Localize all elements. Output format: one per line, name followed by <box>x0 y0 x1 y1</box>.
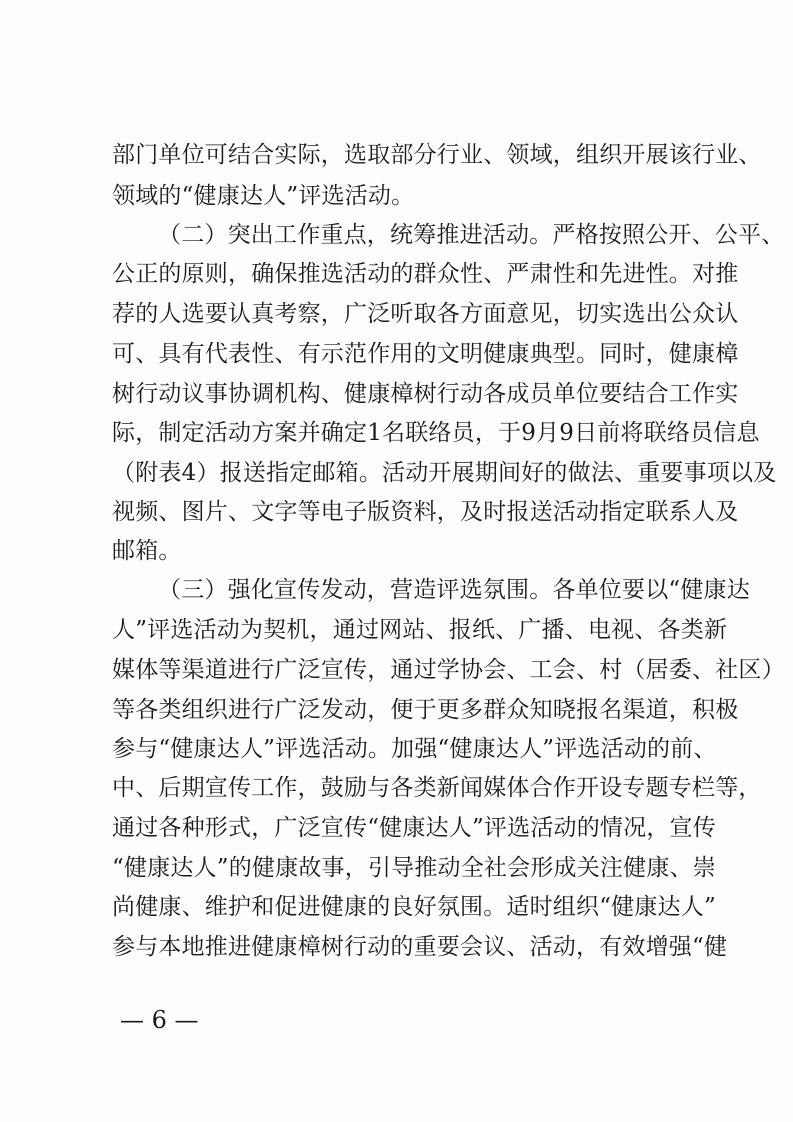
text-line: 通过各种形式，广泛宣传“健康达人”评选活动的情况，宣传 <box>112 815 716 841</box>
text-line: 领域的“健康达人”评选活动。 <box>112 183 415 209</box>
text-line: 可、具有代表性、有示范作用的文明健康典型。同时，健康樟 <box>112 341 739 367</box>
text-line: 媒体等渠道进行广泛宣传，通过学协会、工会、村（居委、社区） <box>112 657 785 683</box>
paragraph-heading-3: （三）强化宣传发动，营造评选氛围。各单位要以“健康达 <box>158 577 750 603</box>
text-line: “健康达人”的健康故事，引导推动全社会形成关注健康、崇 <box>112 855 716 881</box>
page-number: — 6 — <box>120 1006 199 1034</box>
text-line: 际，制定活动方案并确定1名联络员，于9月9日前将联络员信息 <box>112 420 760 446</box>
text-line: 人”评选活动为契机，通过网站、报纸、广播、电视、各类新 <box>112 617 728 643</box>
text-line: 公正的原则，确保推选活动的群众性、严肃性和先进性。对推 <box>112 261 739 287</box>
text-line: （附表4）报送指定邮箱。活动开展期间好的做法、重要事项以及 <box>112 460 777 486</box>
text-line: 视频、图片、文字等电子版资料，及时报送活动指定联系人及 <box>112 499 739 525</box>
text-line: 尚健康、维护和促进健康的良好氛围。适时组织“健康达人” <box>112 894 716 920</box>
text-line: 参与本地推进健康樟树行动的重要会议、活动，有效增强“健 <box>112 934 728 960</box>
text-line: 参与“健康达人”评选活动。加强“健康达人”评选活动的前、 <box>112 736 717 762</box>
text-line: 树行动议事协调机构、健康樟树行动各成员单位要结合工作实 <box>112 381 739 407</box>
text-line: 部门单位可结合实际，选取部分行业、领域，组织开展该行业、 <box>112 142 762 168</box>
text-line: 邮箱。 <box>112 538 182 564</box>
text-line: 中、后期宣传工作，鼓励与各类新闻媒体合作开设专题专栏等， <box>112 775 762 801</box>
paragraph-heading-2: （二）突出工作重点，统筹推进活动。严格按照公开、公平、 <box>158 222 785 248</box>
text-line: 等各类组织进行广泛发动，便于更多群众知晓报名渠道，积极 <box>112 697 739 723</box>
text-line: 荐的人选要认真考察，广泛听取各方面意见，切实选出公众认 <box>112 301 739 327</box>
